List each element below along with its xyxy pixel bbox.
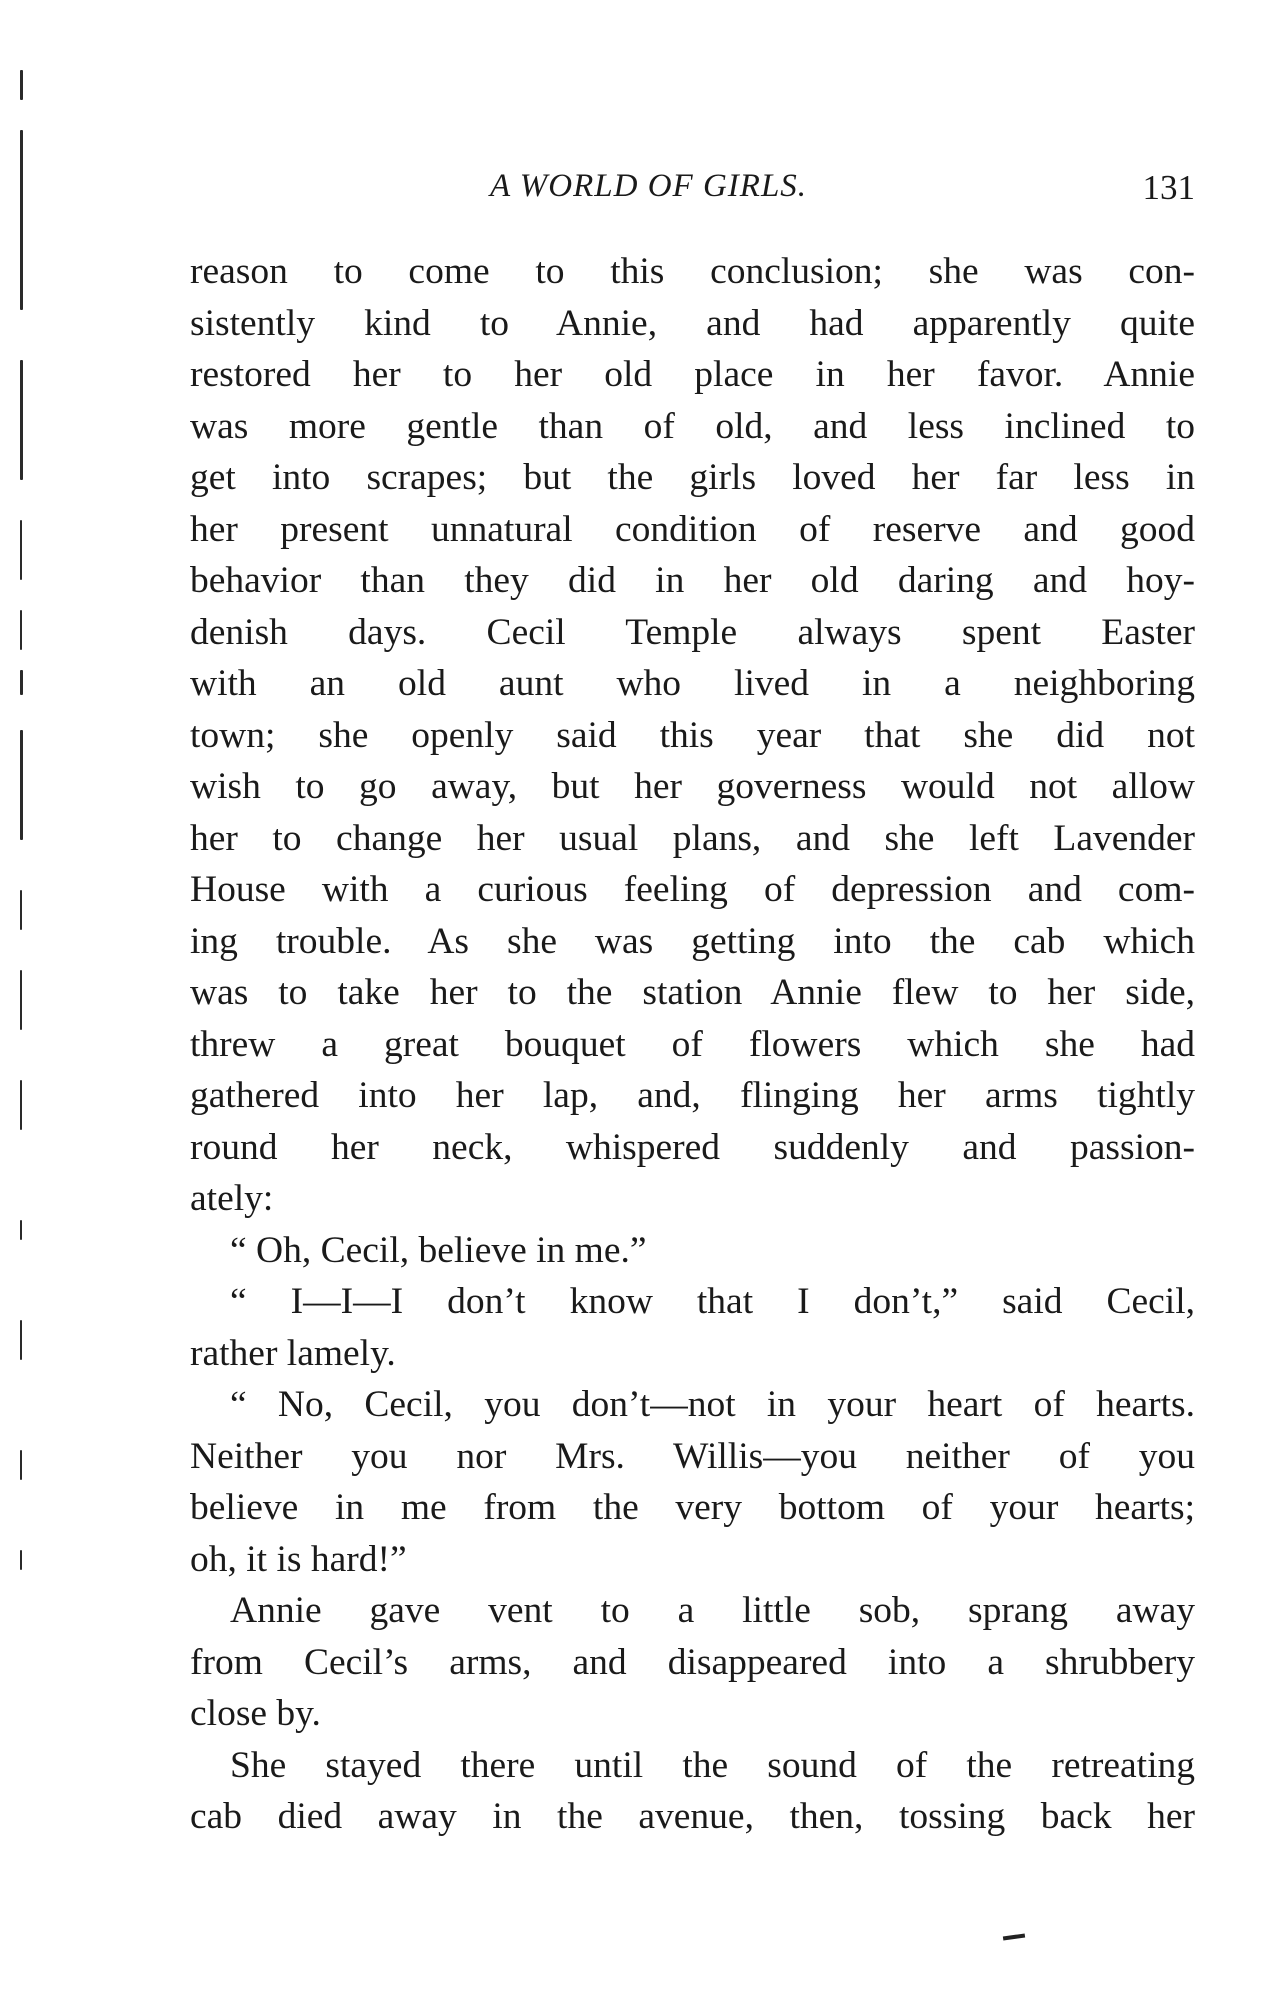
text-line: Neither you nor Mrs. Willis—you neither of you xyxy=(190,1435,1195,1477)
page-number: 131 xyxy=(1142,168,1195,207)
text-line: gathered into her lap, and, flinging her arms tightly xyxy=(190,1075,1195,1116)
text-line: get into scrapes; but the girls loved her far less in xyxy=(190,457,1195,498)
text-line: behavior than they did in her old daring and hoy- xyxy=(190,560,1195,601)
page-header xyxy=(190,168,1195,218)
text-line: with an old aunt who lived in a neighboring xyxy=(190,663,1195,704)
text-line: was more gentle than of old, and less inclined to xyxy=(190,405,1195,447)
text-line: oh, it is hard!” xyxy=(190,1538,407,1580)
text-line: town; she openly said this year that she did not xyxy=(190,714,1195,756)
text-line: ing trouble. As she was getting into the cab which xyxy=(190,920,1195,962)
text-line: rather lamely. xyxy=(190,1332,396,1374)
text-line: her to change her usual plans, and she left Lavender xyxy=(190,817,1195,859)
text-line: close by. xyxy=(190,1693,321,1734)
text-line: her present unnatural condition of reserve and good xyxy=(190,508,1195,550)
text-line: was to take her to the station Annie flew to her side, xyxy=(190,972,1195,1013)
scan-gutter-marks xyxy=(14,70,30,1630)
text-line: “ No, Cecil, you don’t—not in your heart of hearts. xyxy=(230,1384,1195,1425)
body-text xyxy=(190,246,1195,1843)
text-line: sistently kind to Annie, and had apparently quite xyxy=(190,302,1195,344)
running-title: A WORLD OF GIRLS. xyxy=(490,168,808,204)
text-line: She stayed there until the sound of the retreating xyxy=(230,1744,1195,1786)
text-line: from Cecil’s arms, and disappeared into a shrubbery xyxy=(190,1641,1195,1683)
text-line: restored her to her old place in her favor. Annie xyxy=(190,354,1195,395)
text-line: “ Oh, Cecil, believe in me.” xyxy=(230,1229,647,1271)
text-line: threw a great bouquet of flowers which she had xyxy=(190,1023,1195,1065)
text-line: believe in me from the very bottom of your hearts; xyxy=(190,1487,1195,1528)
text-line: reason to come to this conclusion; she was con- xyxy=(190,251,1195,292)
text-line: round her neck, whispered suddenly and passion- xyxy=(190,1126,1195,1168)
text-line: Annie gave vent to a little sob, sprang away xyxy=(230,1590,1195,1631)
ink-mark xyxy=(1003,1933,1025,1940)
text-line: “ I—I—I don’t know that I don’t,” said Cecil, xyxy=(230,1281,1195,1322)
text-line: wish to go away, but her governess would not allow xyxy=(190,766,1195,807)
text-line: cab died away in the avenue, then, tossing back her xyxy=(190,1796,1195,1837)
text-line: House with a curious feeling of depression and com- xyxy=(190,869,1195,910)
text-line: ately: xyxy=(190,1178,274,1219)
text-line: denish days. Cecil Temple always spent Easter xyxy=(190,611,1195,653)
